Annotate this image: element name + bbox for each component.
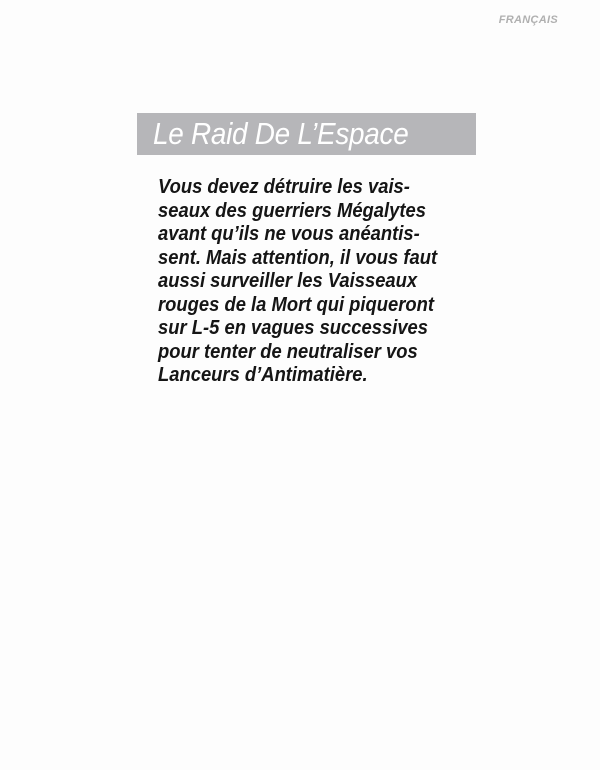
paragraph-line: avant qu’ils ne vous anéantis-: [158, 223, 420, 245]
paragraph-line: sent. Mais attention, il vous faut: [158, 246, 438, 269]
paragraph-line: rouges de la Mort qui piqueront: [158, 293, 434, 316]
paragraph-line: aussi surveiller les Vaisseaux: [158, 270, 418, 292]
paragraph-line: pour tenter de neutraliser vos: [158, 340, 418, 363]
paragraph-line: Vous devez détruire les vais-: [158, 176, 410, 198]
title-banner: [137, 113, 476, 155]
paragraph-line: seaux des guerriers Mégalytes: [158, 199, 426, 222]
page-title: Le Raid De L’Espace: [153, 116, 409, 151]
paragraph-line: sur L-5 en vagues successives: [158, 317, 429, 339]
paragraph-line: Lanceurs d’Antimatière.: [158, 364, 368, 386]
language-label: FRANÇAIS: [498, 14, 558, 26]
description-paragraph: [158, 176, 468, 388]
